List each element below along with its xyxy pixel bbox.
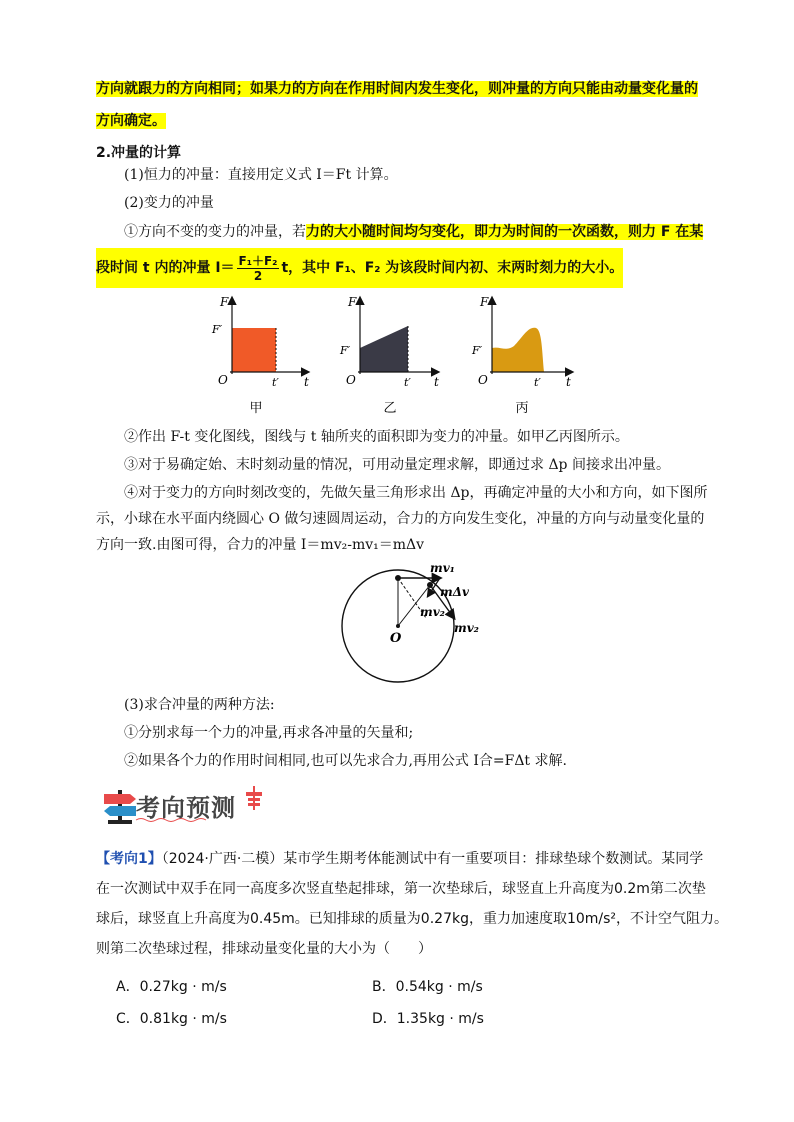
option-D[interactable]: D．1.35kg · m/s bbox=[372, 1011, 484, 1027]
graph-jia-tprime: t′ bbox=[272, 376, 279, 389]
graph-bing-area bbox=[492, 328, 544, 372]
graph-bing-axis-t: t bbox=[566, 375, 571, 389]
caption-yi: 乙 bbox=[383, 401, 397, 416]
question-line-2: 在一次测试中双手在同一高度多次竖直垫起排球，第一次垫球后，球竖直上升高度为0.2m第二次垫 bbox=[96, 881, 706, 897]
graph-yi-Fprime: F′ bbox=[340, 344, 351, 357]
graph-bing-Fprime: F′ bbox=[472, 344, 483, 357]
intro-highlight-1: 方向就跟力的方向相同；如果力的方向在作用时间内发生变化，则冲量的方向只能由动量变化量的 bbox=[96, 81, 698, 97]
para-vector-triangle-1: ④对于变力的方向时刻改变的，先做矢量三角形求出 Δp，再确定冲量的大小和方向，如下图所 bbox=[124, 485, 708, 501]
para-highlight: 力的大小随时间均匀变化，即力为时间的一次函数，则力 F 在某 bbox=[306, 224, 704, 240]
question-line-3: 球后，球竖直上升高度为0.45m。已知排球的质量为0.27kg，重力加速度取10m/s²，不计空气阻力。 bbox=[96, 911, 729, 927]
graph-yi-tprime: t′ bbox=[404, 376, 411, 389]
para-constant-force: (1)恒力的冲量：直接用定义式 I＝Ft 计算。 bbox=[124, 167, 398, 183]
graph-jia-axis-t: t bbox=[304, 375, 309, 389]
intro-line-2 bbox=[96, 110, 166, 132]
para-variable-force: (2)变力的冲量 bbox=[124, 195, 214, 211]
graph-jia-axis-F: F bbox=[220, 295, 229, 309]
para-vector-triangle-3: 方向一致.由图可得，合力的冲量 I＝mv₂-mv₁＝mΔv bbox=[96, 537, 425, 553]
formula-text-b: t，其中 F₁、F₂ 为该段时间内初、末两时刻力的大小。 bbox=[281, 260, 624, 276]
para-total-impulse: (3)求合冲量的两种方法: bbox=[124, 697, 275, 713]
caption-jia: 甲 bbox=[249, 401, 263, 416]
formula-fraction bbox=[237, 254, 280, 283]
circular-motion-diagram bbox=[336, 560, 496, 686]
graph-bing-origin: O bbox=[478, 373, 488, 387]
question-tag: 【考向1】 bbox=[96, 851, 162, 867]
graph-bing-axis-F: F bbox=[480, 295, 489, 309]
para-graph-area: ②作出 F-t 变化图线，图线与 t 轴所夹的面积即为变力的冲量。如甲乙丙图所示。 bbox=[124, 429, 629, 445]
graph-jia-area bbox=[232, 328, 276, 372]
para-method-1: ①分别求每一个力的冲量,再求各冲量的矢量和; bbox=[124, 725, 414, 741]
para-method-2: ②如果各个力的作用时间相同,也可以先求合力,再用公式 I合=FΔt 求解. bbox=[124, 753, 567, 769]
caption-bing: 丙 bbox=[515, 401, 529, 416]
option-B[interactable]: B．0.54kg · m/s bbox=[372, 979, 483, 995]
graph-yi-axis-t: t bbox=[434, 375, 439, 389]
graph-bing-tprime: t′ bbox=[534, 376, 541, 389]
graph-yi-area bbox=[360, 326, 408, 372]
formula-line bbox=[96, 248, 623, 288]
para-momentum-theorem: ③对于易确定始、末时刻动量的情况，可用动量定理求解，即通过求 Δp 间接求出冲量。 bbox=[124, 457, 670, 473]
section-banner bbox=[96, 782, 276, 826]
label-mv2-inner: mv₂ bbox=[420, 605, 445, 619]
formula-text-a: 段时间 t 内的冲量 I＝ bbox=[96, 260, 235, 276]
fraction-numerator: F₁＋F₂ bbox=[238, 253, 278, 268]
intro-highlight-2: 方向确定。 bbox=[96, 113, 166, 129]
option-C[interactable]: C．0.81kg · m/s bbox=[116, 1011, 227, 1027]
para-variable-direction bbox=[124, 221, 703, 243]
graph-yi bbox=[339, 295, 439, 389]
option-A[interactable]: A．0.27kg · m/s bbox=[116, 979, 227, 995]
graph-jia bbox=[211, 295, 309, 389]
label-mv1: mv₁ bbox=[430, 561, 455, 575]
intro-line-1 bbox=[96, 78, 698, 100]
graph-bing bbox=[471, 295, 572, 389]
banner-title: 考向预测 bbox=[136, 794, 236, 822]
section-heading: 2.冲量的计算 bbox=[96, 145, 182, 161]
formula-highlight bbox=[96, 248, 623, 288]
question-line-1 bbox=[96, 848, 703, 870]
question-text-1: （2024·广西·二模）某市学生期考体能测试中有一重要项目：排球垫球个数测试。某同学 bbox=[161, 851, 704, 867]
force-time-graphs bbox=[200, 292, 580, 422]
label-center-O: O bbox=[390, 631, 402, 646]
graph-jia-Fprime: F′ bbox=[212, 323, 223, 336]
label-mv2-outer: mv₂ bbox=[454, 621, 479, 635]
para-vector-triangle-2: 示，小球在水平面内绕圆心 O 做匀速圆周运动，合力的方向发生变化，冲量的方向与动量变化量的 bbox=[96, 511, 705, 527]
graph-yi-origin: O bbox=[346, 373, 356, 387]
graph-jia-origin: O bbox=[218, 373, 228, 387]
para-prefix: ①方向不变的变力的冲量，若 bbox=[124, 224, 306, 240]
label-mdv: mΔv bbox=[440, 585, 469, 599]
fraction-denominator: 2 bbox=[253, 268, 263, 283]
graph-yi-axis-F: F bbox=[348, 295, 357, 309]
question-line-4: 则第二次垫球过程，排球动量变化量的大小为（ ） bbox=[96, 941, 432, 957]
